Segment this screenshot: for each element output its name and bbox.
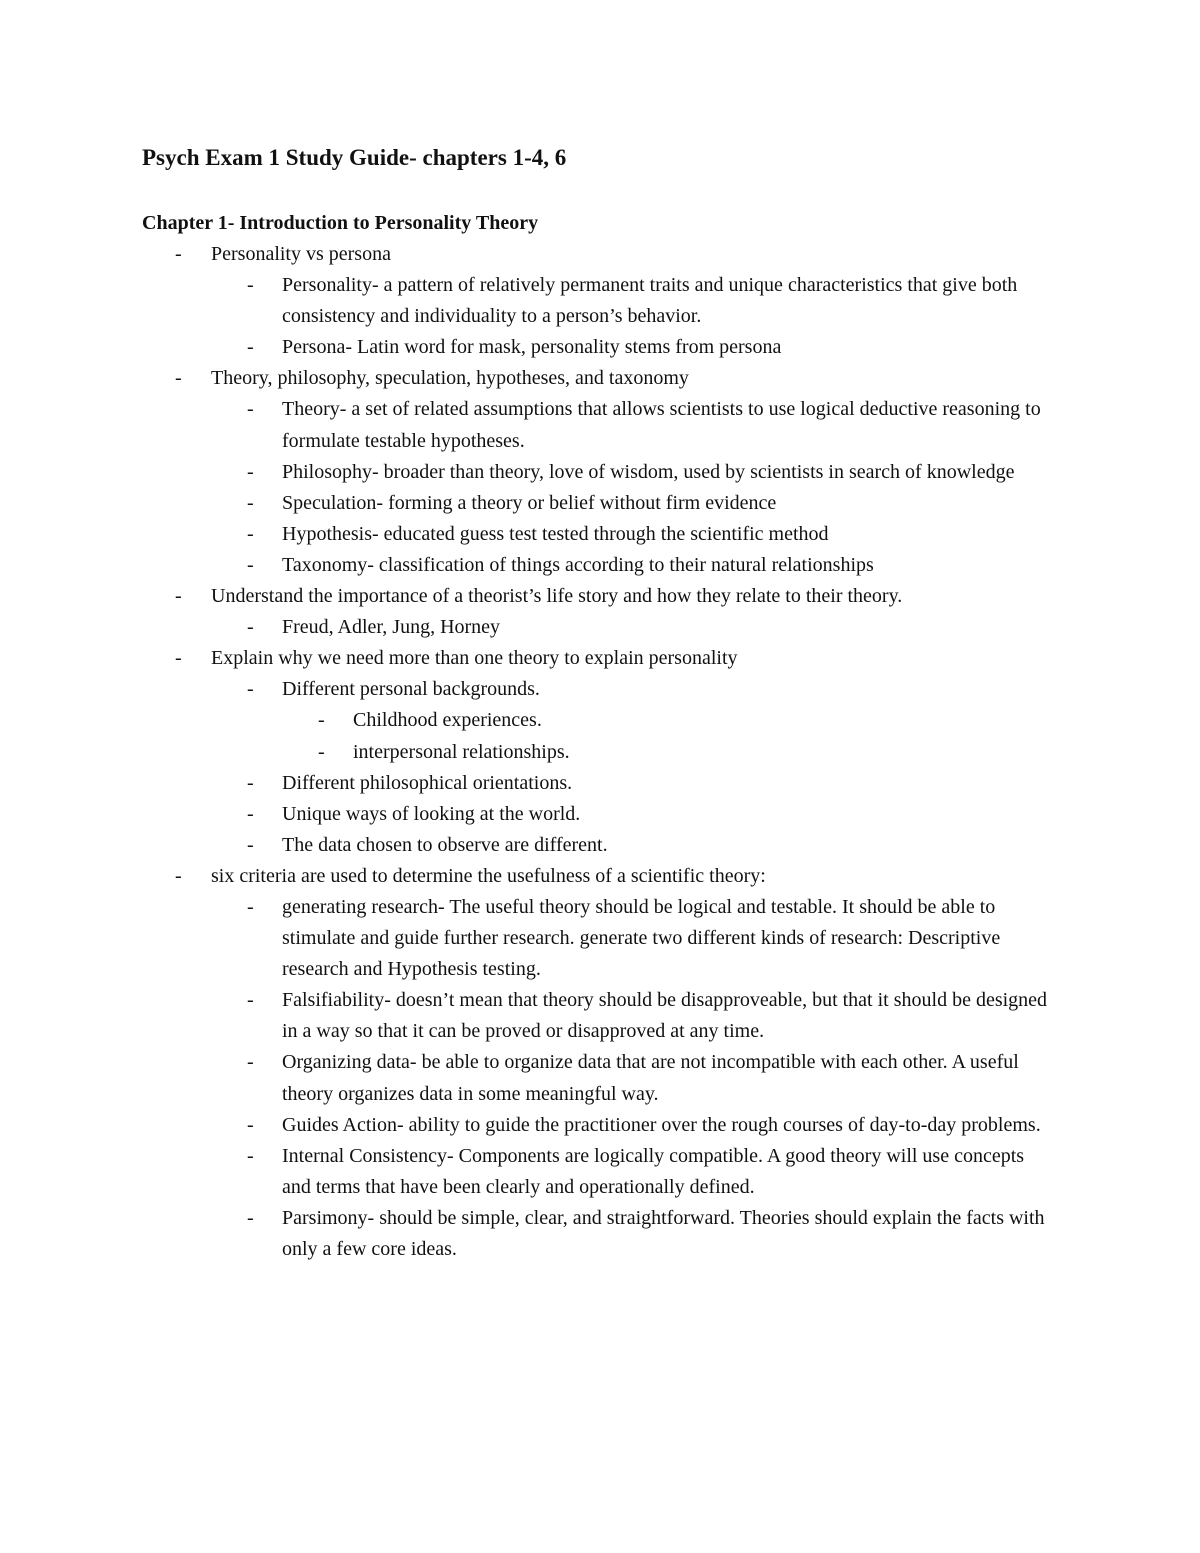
bullet-dash: - (247, 522, 254, 545)
bullet-dash: - (318, 709, 325, 732)
outline-item-text: Persona- Latin word for mask, personality stems from persona (282, 336, 782, 359)
outline-item-text: The data chosen to observe are different. (282, 833, 608, 856)
outline-item (142, 674, 1057, 705)
outline-item-text: Parsimony- should be simple, clear, and straightforward. Theories should explain the facts with only a few core ideas. (282, 1206, 1045, 1260)
bullet-dash: - (247, 1113, 254, 1136)
outline-item-text: Understand the importance of a theorist’s life story and how they relate to their theory. (211, 585, 903, 608)
bullet-dash: - (247, 1144, 254, 1167)
bullet-dash: - (318, 740, 325, 763)
outline-item (142, 768, 1057, 799)
outline-item (142, 612, 1057, 643)
outline-item (142, 892, 1057, 985)
bullet-dash: - (175, 585, 182, 608)
outline-item-text: Different philosophical orientations. (282, 771, 573, 794)
bullet-dash: - (247, 491, 254, 514)
outline-item-text: Internal Consistency- Components are logically compatible. A good theory will use concepts and terms that have been clearly and operationally defined. (282, 1144, 1025, 1198)
outline-item (142, 1203, 1057, 1265)
bullet-dash: - (247, 336, 254, 359)
outline-item-text: Theory- a set of related assumptions that allows scientists to use logical deductive reasoning to formulate testable hypotheses. (282, 398, 1041, 452)
outline-item-text: Speculation- forming a theory or belief without firm evidence (282, 491, 777, 514)
bullet-dash: - (247, 616, 254, 639)
outline-item-text: Personality vs persona (211, 243, 391, 265)
outline-item (142, 1047, 1057, 1109)
outline-item (142, 363, 1071, 394)
bullet-dash: - (247, 1051, 254, 1074)
outline-item-text: Freud, Adler, Jung, Horney (282, 616, 501, 639)
bullet-dash: - (247, 1206, 254, 1229)
bullet-dash: - (175, 864, 182, 887)
bullet-dash: - (247, 802, 254, 825)
outline-item-text: six criteria are used to determine the usefulness of a scientific theory: (211, 864, 766, 887)
bullet-dash: - (247, 553, 254, 576)
outline-item (142, 705, 1053, 736)
outline-item (142, 643, 1071, 674)
outline-item (142, 519, 1057, 550)
outline-item (142, 270, 1057, 332)
outline-item-text: Hypothesis- educated guess test tested through the scientific method (282, 522, 829, 545)
bullet-dash: - (247, 274, 254, 297)
outline-item (142, 861, 1071, 892)
bullet-dash: - (247, 833, 254, 856)
outline-item (142, 332, 1057, 363)
outline-item (142, 830, 1057, 861)
outline-item (142, 457, 1057, 488)
outline-item-text: generating research- The useful theory should be logical and testable. It should be able to stimulate and guide further research. generate two different kinds of research: Descriptive research and Hypothesis testing. (282, 895, 1001, 981)
bullet-dash: - (247, 771, 254, 794)
bullet-dash: - (247, 460, 254, 483)
outline-item-text: Unique ways of looking at the world. (282, 802, 581, 825)
outline-list (142, 239, 1072, 1265)
bullet-dash: - (247, 398, 254, 421)
bullet-dash: - (175, 367, 182, 390)
page-title: Psych Exam 1 Study Guide- chapters 1-4, 6 (142, 145, 567, 170)
bullet-dash: - (247, 989, 254, 1012)
outline-item-text: interpersonal relationships. (353, 740, 570, 763)
outline-item (142, 1110, 1057, 1141)
outline-item (142, 985, 1057, 1047)
outline-item-text: Taxonomy- classification of things according to their natural relationships (282, 553, 874, 576)
bullet-dash: - (175, 243, 182, 265)
outline-item-text: Explain why we need more than one theory to explain personality (211, 647, 738, 670)
bullet-dash: - (247, 895, 254, 918)
outline-item-text: Different personal backgrounds. (282, 678, 540, 701)
outline-item (142, 1141, 1057, 1203)
outline-item-text: Childhood experiences. (353, 709, 542, 732)
outline-item-text: Theory, philosophy, speculation, hypotheses, and taxonomy (211, 367, 689, 390)
outline-item (142, 488, 1057, 519)
bullet-dash: - (247, 678, 254, 701)
outline-item (142, 394, 1057, 456)
outline-item (142, 550, 1057, 581)
bullet-dash: - (175, 647, 182, 670)
outline-item (142, 581, 1071, 612)
outline-item-text: Personality- a pattern of relatively permanent traits and unique characteristics that give both consistency and individuality to a person’s behavior. (282, 274, 1018, 328)
outline-item-text: Organizing data- be able to organize data that are not incompatible with each other. A useful theory organizes data in some meaningful way. (282, 1051, 1019, 1105)
outline-item (142, 737, 1053, 768)
outline-item (142, 799, 1057, 830)
chapter-heading: Chapter 1- Introduction to Personality Theory (142, 212, 539, 234)
outline-item-text: Guides Action- ability to guide the practitioner over the rough courses of day-to-day problems. (282, 1113, 1041, 1136)
outline-item-text: Philosophy- broader than theory, love of wisdom, used by scientists in search of knowledge (282, 460, 1015, 483)
outline-item-text: Falsifiability- doesn’t mean that theory should be disapproveable, but that it should be designed in a way so that it can be proved or disapproved at any time. (282, 989, 1048, 1043)
outline-item (142, 239, 1071, 270)
